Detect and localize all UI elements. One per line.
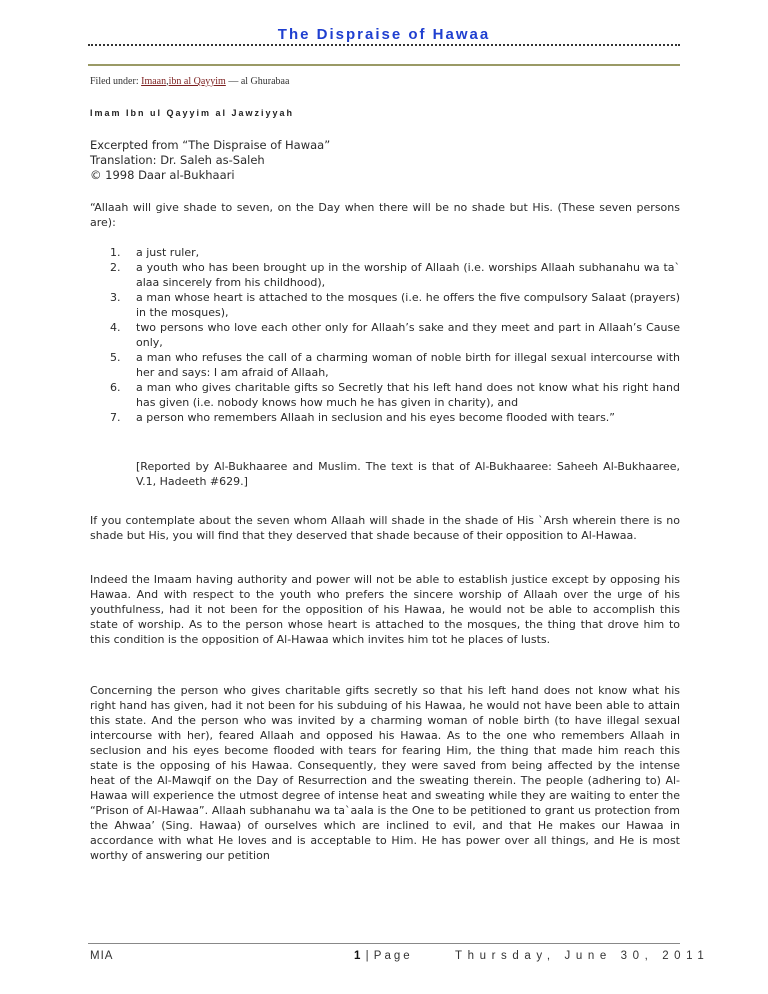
list-number: 2.: [110, 261, 121, 274]
list-item: [90, 290, 680, 320]
filed-under: [90, 76, 289, 87]
page-word: Page: [373, 950, 413, 962]
list-item: [90, 410, 680, 425]
page-number: 1: [354, 950, 362, 962]
list-text: a youth who has been brought up in the worship of Allaah (i.e. worships Allaah subhanahu wa ta` alaa sincerely from his childhood),: [136, 261, 680, 289]
filed-comma: ,: [166, 76, 169, 87]
list-text: a just ruler,: [136, 246, 200, 259]
paragraph-contemplate: If you contemplate about the seven whom Allaah will shade in the shade of His `Arsh wherein there is no shade but His, you will find that they deserved that shade because of their opposition to Al-Hawaa.: [90, 514, 680, 542]
filed-suffix: — al Ghurabaa: [225, 76, 290, 87]
list-number: 5.: [110, 351, 121, 364]
paragraph-imaam: Indeed the Imaam having authority and power will not be able to establish justice except by opposing his Hawaa. And with respect to the youth who prefers the sincere worship of Allaah over the urge of his youthfulness, had it not been for the opposition of his Hawaa, he would not be able to accomplish this state of worship. As to the person whose heart is attached to the mosques, the thing that drove him to this condition is the opposition of Al-Hawaa which invites him tot he places of lusts.: [90, 573, 680, 646]
excerpt-line: Excerpted from “The Dispraise of Hawaa”: [90, 138, 331, 152]
list-text: two persons who love each other only for Allaah’s sake and they meet and part in Allaah’s Cause only,: [136, 321, 680, 349]
list-text: a man who refuses the call of a charming woman of noble birth for illegal sexual intercourse with her and says: I am afraid of Allaah,: [136, 351, 680, 379]
header-underline: [88, 64, 680, 66]
page-separator: |: [361, 950, 374, 962]
category-link-imaan[interactable]: Imaan: [141, 76, 167, 87]
paragraph-charitable: Concerning the person who gives charitable gifts secretly so that his left hand does not know what his right hand has given, had it not been for his subduing of his Hawaa, he would not have been able to attain this state. And the person who was invited by a charming woman of noble birth (to have illegal sexual intercourse with her), feared Allaah and opposed his Hawaa. As to the one who remembers Allaah in seclusion and his eyes become flooded with tears for fearing Him, the thing that made him reach this state is the opposing of his Hawaa. Consequently, they were saved from being affected by the intense heat of the Al-Mawqif on the Day of Resurrection and the sweating therein. The people (adhering to) Al-Hawaa will experience the utmost degree of intense heat and sweating while they are waiting to enter the “Prison of Al-Hawaa”. Allaah subhanahu wa ta`aala is the One to be petitioned to grant us protection from the Ahwaa’ (Sing. Hawaa) of ourselves which are inclined to evil, and that He makes our Hawaa in accordance with what He loves and is acceptable to Him. He has power over all things, and He is most worthy of answering our petition: [90, 684, 680, 862]
header-divider: [88, 44, 680, 46]
footer-date: Thursday, June 30, 2011: [455, 950, 710, 962]
list-number: 6.: [110, 381, 121, 394]
list-item: [90, 350, 680, 380]
footer-page-number: [354, 950, 413, 962]
intro-paragraph: “Allaah will give shade to seven, on the Day when there will be no shade but His. (These seven persons are):: [90, 201, 680, 229]
excerpt-info: [90, 138, 330, 183]
list-text: a person who remembers Allaah in seclusion and his eyes become flooded with tears.”: [136, 411, 615, 424]
list-text: a man whose heart is attached to the mosques (i.e. he offers the five compulsory Salaat (prayers) in the mosques),: [136, 291, 680, 319]
list-number: 1.: [110, 246, 121, 259]
seven-persons-list: [90, 245, 680, 425]
list-item: [90, 380, 680, 410]
hadith-citation: [Reported by Al-Bukhaaree and Muslim. The text is that of Al-Bukhaaree: Saheeh Al-Bukhaaree, V.1, Hadeeth #629.]: [136, 460, 680, 488]
list-text: a man who gives charitable gifts so Secretly that his left hand does not know what his right hand has given (i.e. nobody knows how much he has given in charity), and: [136, 381, 680, 409]
footer-left-label: MIA: [90, 950, 114, 962]
list-number: 7.: [110, 411, 121, 424]
list-number: 3.: [110, 291, 121, 304]
translation-line: Translation: Dr. Saleh as-Saleh: [90, 153, 265, 167]
copyright-line: © 1998 Daar al-Bukhaari: [90, 168, 235, 182]
filed-prefix: Filed under:: [90, 76, 142, 87]
footer-divider: [88, 943, 680, 944]
page-title: The Dispraise of Hawaa: [277, 26, 491, 43]
author-heading: Imam Ibn ul Qayyim al Jawziyyah: [90, 108, 295, 118]
category-link-ibn-al-qayyim[interactable]: ibn al Qayyim: [168, 76, 226, 87]
list-item: [90, 320, 680, 350]
list-item: [90, 245, 680, 260]
list-item: [90, 260, 680, 290]
list-number: 4.: [110, 321, 121, 334]
